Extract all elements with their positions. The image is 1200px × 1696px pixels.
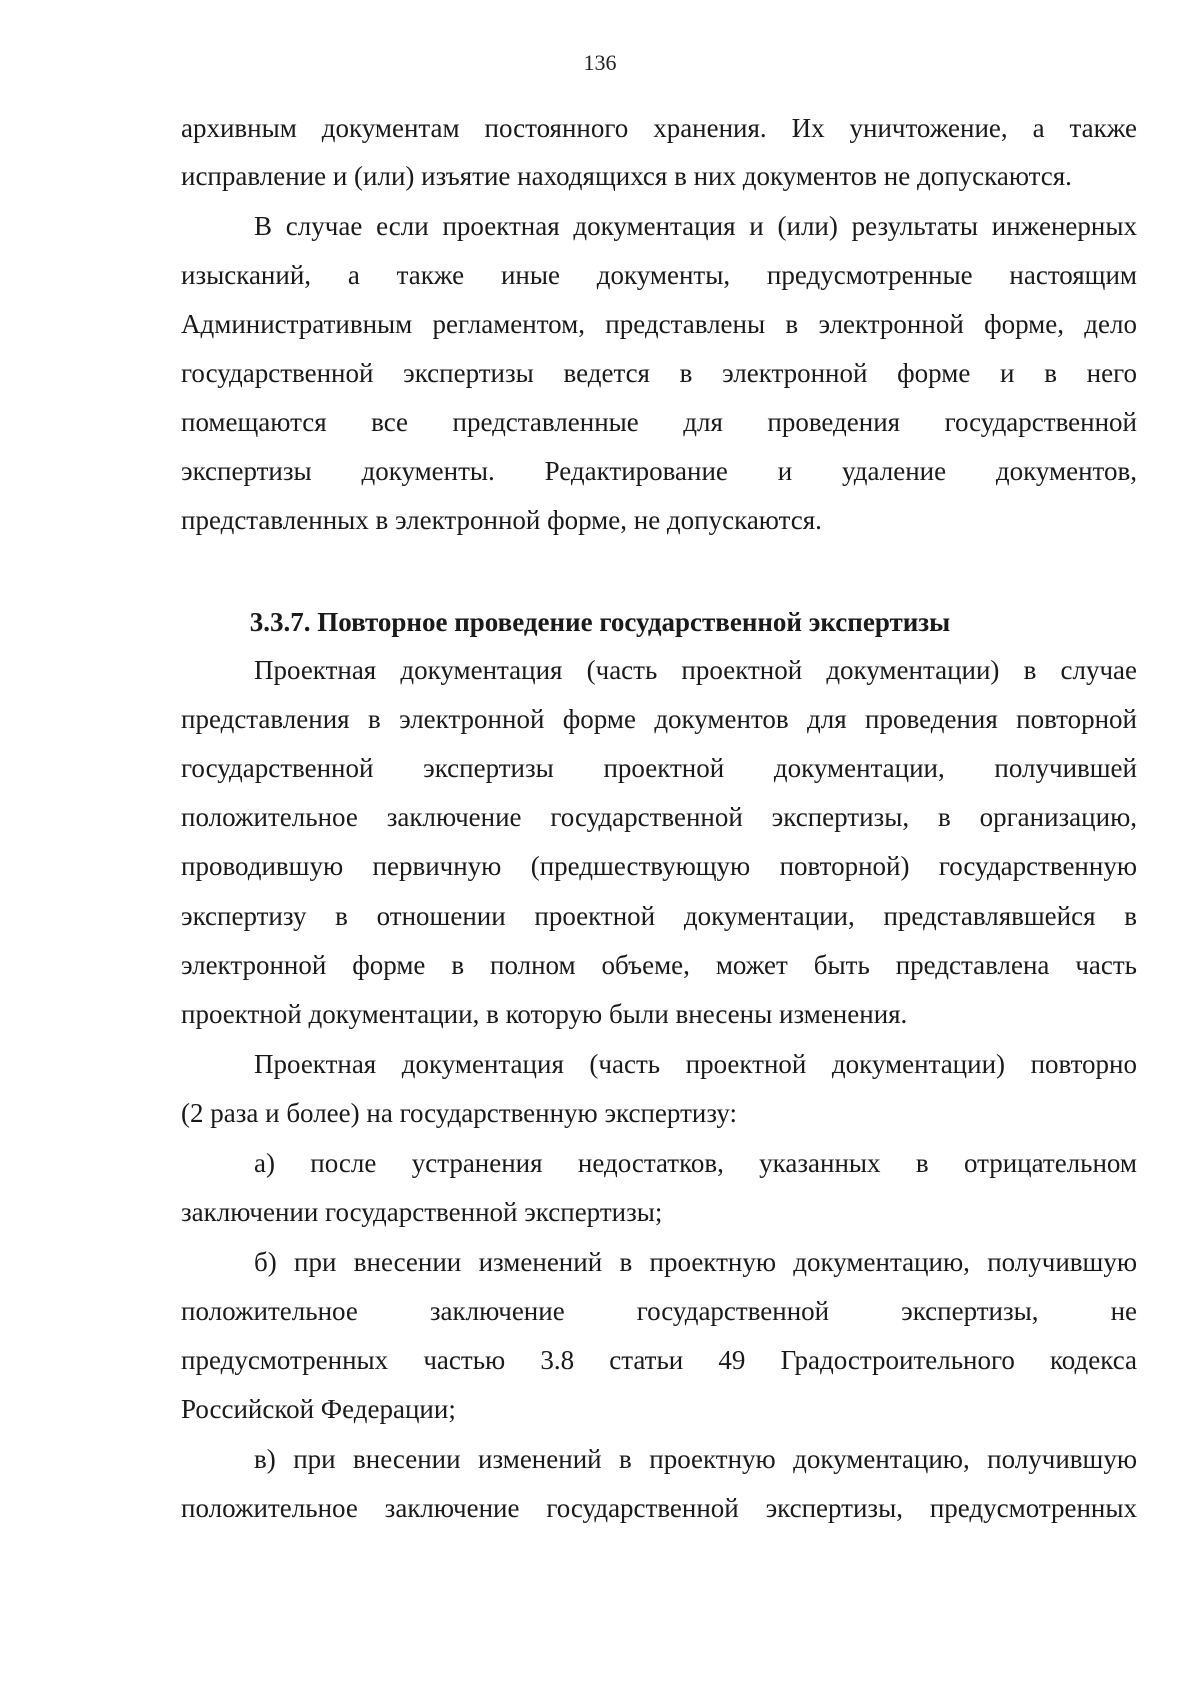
text-line: экспертизу в отношении проектной документации, представлявшейся в xyxy=(181,901,1137,931)
text-line: в) при внесении изменений в проектную документацию, получившую xyxy=(254,1444,1137,1474)
text-line: В случае если проектная документация и (или) результаты инженерных xyxy=(254,211,1137,241)
text-line: Российской Федерации; xyxy=(181,1394,456,1424)
text-line: государственной экспертизы ведется в электронной форме и в него xyxy=(181,358,1137,388)
text-line: предусмотренных частью 3.8 статьи 49 Градостроительного кодекса xyxy=(181,1345,1137,1375)
text-line: архивным документам постоянного хранения. Их уничтожение, а также xyxy=(181,113,1137,143)
text-line: положительное заключение государственной экспертизы, не xyxy=(181,1296,1137,1326)
text-line: экспертизы документы. Редактирование и удаление документов, xyxy=(181,456,1137,486)
text-line: положительное заключение государственной экспертизы, предусмотренных xyxy=(181,1493,1137,1523)
text-line: представления в электронной форме документов для проведения повторной xyxy=(181,704,1137,734)
text-line: государственной экспертизы проектной документации, получившей xyxy=(181,753,1137,783)
text-line: исправление и (или) изъятие находящихся в них документов не допускаются. xyxy=(181,161,1072,191)
text-line: помещаются все представленные для проведения государственной xyxy=(181,407,1137,437)
text-line: электронной форме в полном объеме, может быть представлена часть xyxy=(181,950,1137,980)
text-line: представленных в электронной форме, не допускаются. xyxy=(181,505,822,535)
text-line: заключении государственной экспертизы; xyxy=(181,1197,663,1227)
text-line: проектной документации, в которую были внесены изменения. xyxy=(181,999,908,1029)
text-line: положительное заключение государственной экспертизы, в организацию, xyxy=(181,802,1137,832)
text-line: б) при внесении изменений в проектную документацию, получившую xyxy=(254,1247,1137,1277)
page-number: 136 xyxy=(583,50,617,75)
text-line: а) после устранения недостатков, указанных в отрицательном xyxy=(254,1148,1137,1178)
text-line: изысканий, а также иные документы, предусмотренные настоящим xyxy=(181,260,1137,290)
text-line: Административным регламентом, представлены в электронной форме, дело xyxy=(181,309,1137,339)
text-line: (2 раза и более) на государственную экспертизу: xyxy=(181,1098,738,1128)
text-line: Проектная документация (часть проектной документации) в случае xyxy=(254,655,1137,685)
section-heading: 3.3.7. Повторное проведение государственной экспертизы xyxy=(249,607,951,637)
text-line: проводившую первичную (предшествующую повторной) государственную xyxy=(181,851,1137,881)
text-line: Проектная документация (часть проектной документации) повторно xyxy=(254,1049,1137,1079)
